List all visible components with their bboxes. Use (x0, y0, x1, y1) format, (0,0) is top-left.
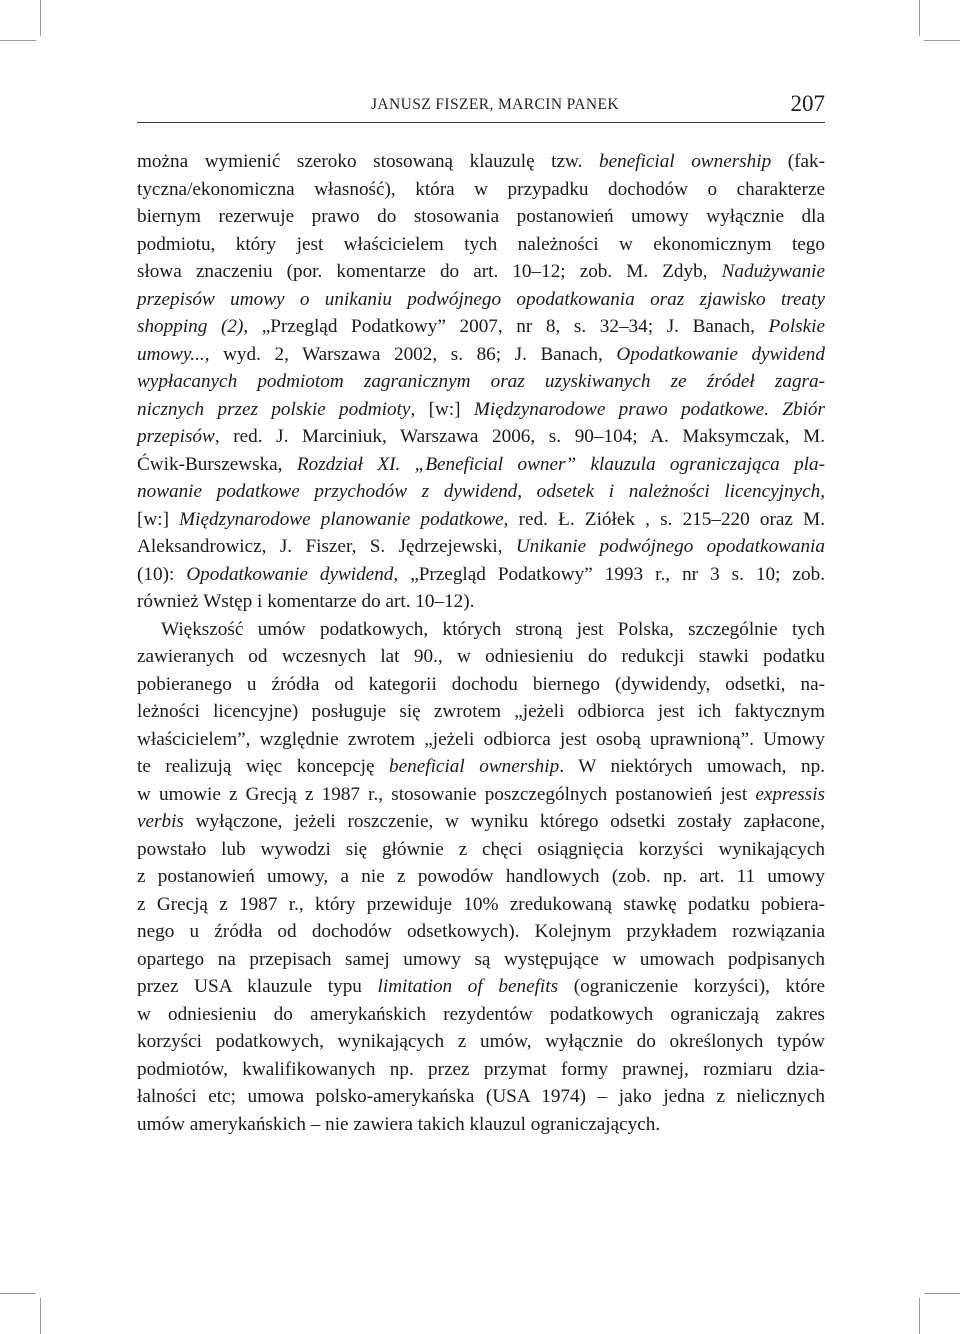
text-line: (10): Opodatkowanie dywidend, „Przegląd Podatkowy” 1993 r., nr 3 s. 10; zob. (137, 563, 825, 585)
text-line: z Grecją z 1987 r., który przewiduje 10% zredukowaną stawkę podatku pobiera- (137, 893, 825, 915)
text-line: nicznych przez polskie podmioty, [w:] Międzynarodowe prawo podatkowe. Zbiór (137, 398, 825, 420)
text-line: Ćwik-Burszewska, Rozdział XI. „Beneficial owner” klauzula ograniczająca pla- (137, 453, 826, 475)
page-number: 207 (790, 91, 825, 116)
text-line: te realizują więc koncepcję beneficial ownership. W niektórych umowach, np. (137, 756, 825, 777)
text-line: powstało lub wywodzi się głównie z chęci osiągnięcia korzyści wynikających (137, 838, 825, 860)
crop-mark (0, 40, 36, 41)
text-line: opartego na przepisach samej umowy są występujące w umowach podpisanych (137, 948, 825, 970)
text-line: biernym rezerwuje prawo do stosowania postanowień umowy wyłącznie dla (137, 206, 825, 227)
text-line: umowy..., wyd. 2, Warszawa 2002, s. 86; J. Banach, Opodatkowanie dywidend (137, 343, 825, 365)
text-line: leżności licencyjne) posługuje się zwrotem „jeżeli odbiorca jest ich faktycznym (137, 701, 825, 722)
text-line: [w:] Międzynarodowe planowanie podatkowe, red. Ł. Ziółek , s. 215–220 oraz M. (137, 508, 825, 530)
text-line: właścicielem”, względnie zwrotem „jeżeli odbiorca jest osobą uprawnioną”. Umowy (137, 728, 825, 750)
text-line: zawieranych od wczesnych lat 90., w odniesieniu do redukcji stawki podatku (137, 646, 825, 667)
crop-mark (924, 40, 960, 41)
crop-mark (919, 0, 920, 36)
text-line: korzyści podatkowych, wynikających z umów, wyłącznie do określonych typów (137, 1031, 825, 1052)
text-line: nego u źródła od dochodów odsetkowych). Kolejnym przykładem rozwiązania (137, 921, 825, 942)
text-line: nowanie podatkowe przychodów z dywidend, odsetek i należności licencyjnych, (137, 481, 825, 502)
text-line: wypłacanych podmiotom zagranicznym oraz uzyskiwanych ze źródeł zagra- (137, 371, 825, 392)
crop-mark (40, 1298, 41, 1334)
text-line: w umowie z Grecją z 1987 r., stosowanie poszczególnych postanowień jest expressis (137, 783, 825, 805)
text-line: można wymienić szeroko stosowaną klauzulę tzw. beneficial ownership (fak- (137, 151, 826, 172)
text-line: słowa znaczeniu (por. komentarze do art. 10–12; zob. M. Zdyb, Nadużywanie (137, 261, 825, 282)
text-line: również Wstęp i komentarze do art. 10–12). (137, 591, 475, 612)
header-authors: JANUSZ FISZER, MARCIN PANEK (371, 96, 619, 113)
text-line: umów amerykańskich – nie zawiera takich klauzul ograniczających. (137, 1113, 661, 1135)
text-line: z postanowień umowy, a nie z powodów handlowych (zob. np. art. 11 umowy (137, 866, 825, 887)
text-line: Aleksandrowicz, J. Fiszer, S. Jędrzejewski, Unikanie podwójnego opodatkowania (137, 536, 825, 557)
text-line: podmiotu, który jest właścicielem tych należności w ekonomicznym tego (137, 233, 825, 255)
text-line: w odniesieniu do amerykańskich rezydentów podatkowych ograniczają zakres (137, 1003, 825, 1025)
crop-mark (0, 1293, 36, 1294)
text-line: Większość umów podatkowych, których stroną jest Polska, szczególnie tych (161, 618, 825, 640)
crop-mark (40, 0, 41, 36)
text-line: pobieranego u źródła od kategorii dochodu biernego (dywidendy, odsetki, na- (137, 673, 825, 695)
text-line: przez USA klauzule typu limitation of benefits (ograniczenie korzyści), które (137, 976, 825, 997)
text-line: shopping (2), „Przegląd Podatkowy” 2007, nr 8, s. 32–34; J. Banach, Polskie (137, 316, 826, 337)
text-line: podmiotów, kwalifikowanych np. przez przymat formy prawnej, rozmiaru dzia- (137, 1058, 825, 1080)
running-header (137, 88, 825, 123)
crop-mark (919, 1298, 920, 1334)
text-line: przepisów umowy o unikaniu podwójnego opodatkowania oraz zjawisko treaty (137, 288, 825, 310)
text-line: tyczna/ekonomiczna własność), która w przypadku dochodów o charakterze (137, 178, 825, 200)
body-text (137, 148, 825, 1138)
text-line: przepisów, red. J. Marciniuk, Warszawa 2006, s. 90–104; A. Maksymczak, M. (137, 426, 825, 447)
text-line: łalności etc; umowa polsko-amerykańska (USA 1974) – jako jedna z nielicznych (137, 1086, 825, 1107)
text-line: verbis wyłączone, jeżeli roszczenie, w wyniku którego odsetki zostały zapłacone, (137, 811, 825, 832)
crop-mark (924, 1293, 960, 1294)
